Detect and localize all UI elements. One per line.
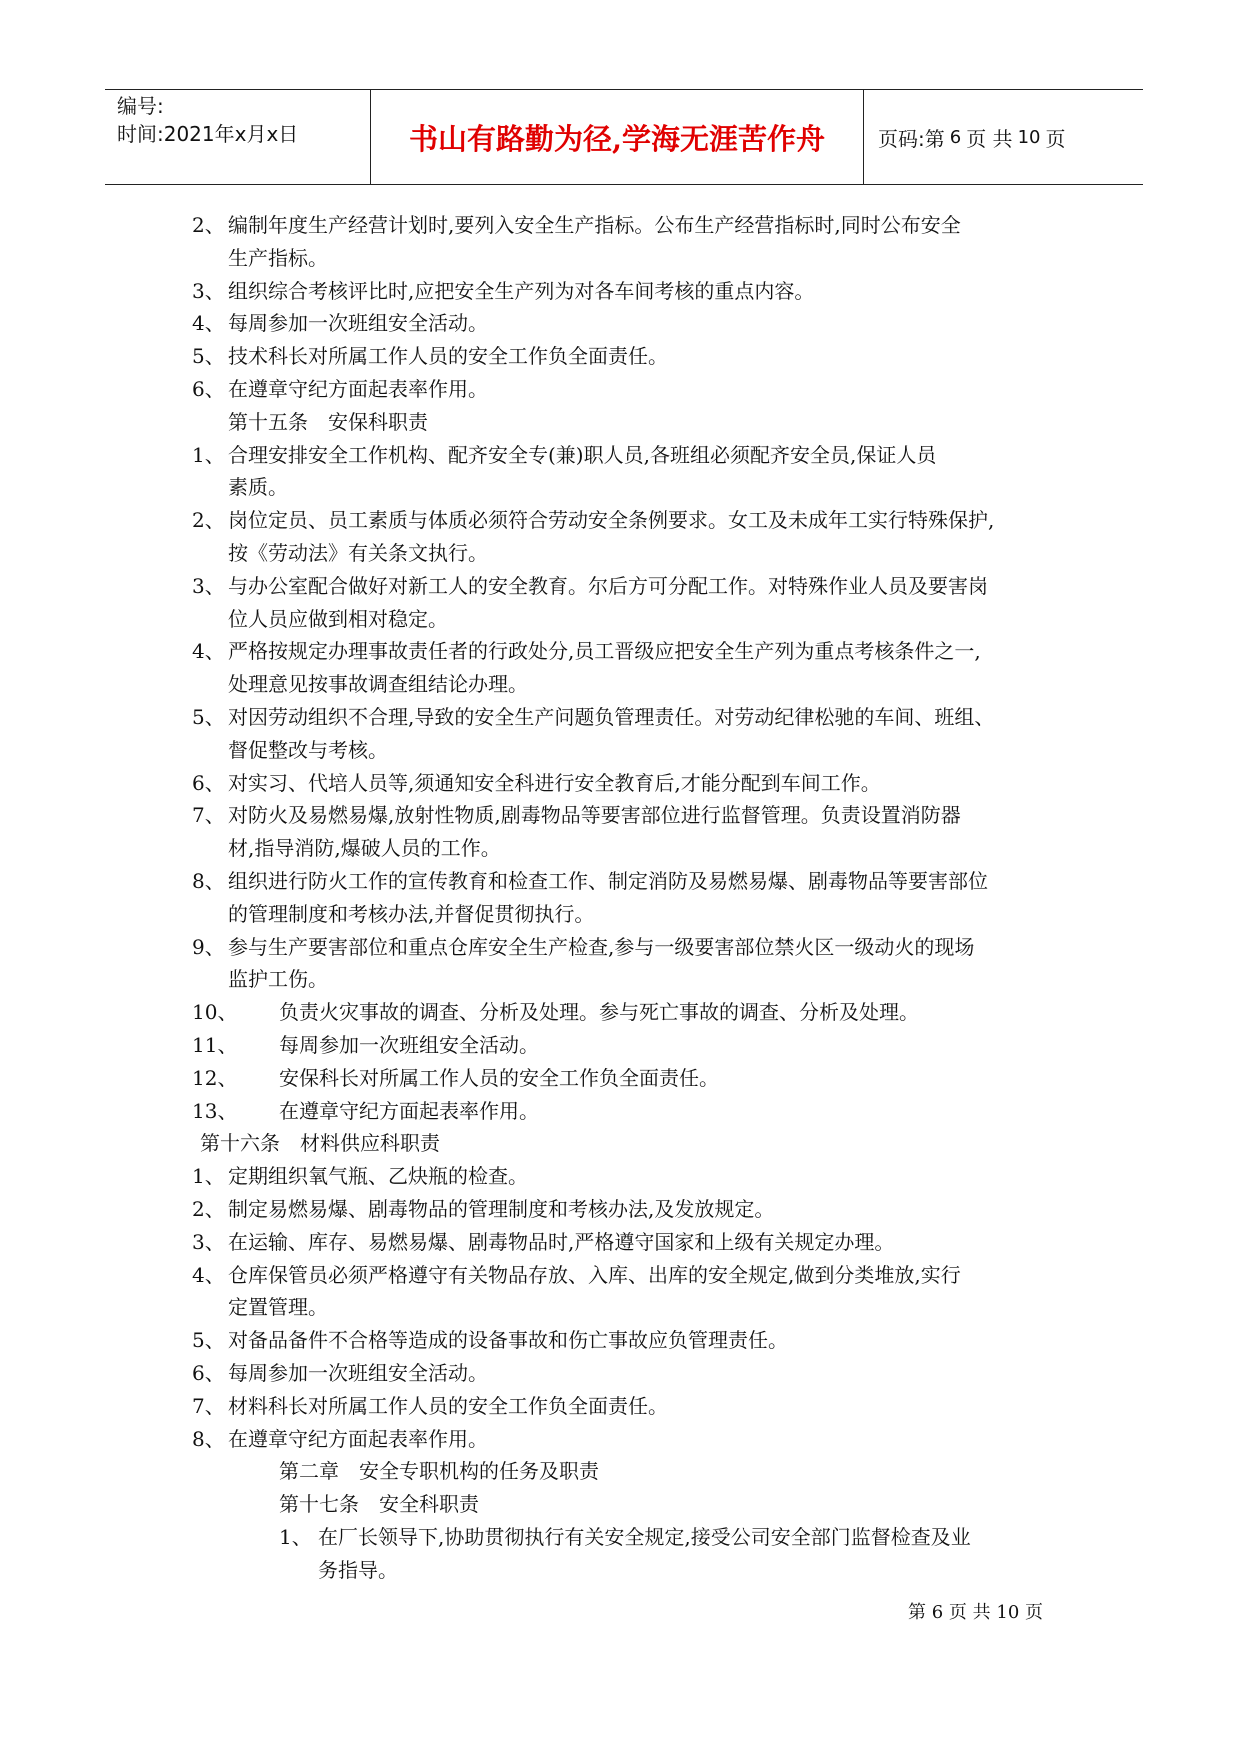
item-number: 12、 — [192, 1065, 238, 1090]
body-text-line: 处理意见按事故调查组结论办理。 — [228, 672, 528, 697]
item-number: 5、 — [192, 705, 225, 729]
item-number: 1、 — [192, 1164, 225, 1189]
item-number: 8、 — [192, 1426, 225, 1451]
body-text-line: 在遵章守纪方面起表率作用。 — [279, 1098, 539, 1123]
item-number: 2、 — [192, 213, 225, 237]
item-number: 4、 — [192, 639, 225, 664]
time-label: 时间:2021年x月x日 — [117, 122, 299, 146]
body-text-line: 仓库保管员必须严格遵守有关物品存放、入库、出库的安全规定,做到分类堆放,实行 — [228, 1262, 961, 1287]
body-text-line: 对备品备件不合格等造成的设备事故和伤亡事故应负管理责任。 — [228, 1328, 788, 1353]
body-text-line: 每周参加一次班组安全活动。 — [279, 1033, 539, 1057]
item-number: 3、 — [192, 573, 225, 598]
body-text-line: 材料科长对所属工作人员的安全工作负全面责任。 — [228, 1393, 668, 1418]
item-number: 7、 — [192, 1393, 225, 1418]
body-text-line: 生产指标。 — [228, 245, 328, 270]
item-number: 6、 — [192, 1361, 225, 1385]
body-text-line: 定置管理。 — [228, 1295, 328, 1320]
body-text-line: 编制年度生产经营计划时,要列入安全生产指标。公布生产经营指标时,同时公布安全 — [228, 213, 961, 237]
item-number: 3、 — [192, 278, 225, 303]
body-text-line: 对防火及易燃易爆,放射性物质,剧毒物品等要害部位进行监督管理。负责设置消防器 — [228, 803, 961, 828]
body-text-line: 定期组织氧气瓶、乙炔瓶的检查。 — [228, 1164, 528, 1189]
body-text-line: 在运输、库存、易燃易爆、剧毒物品时,严格遵守国家和上级有关规定办理。 — [228, 1229, 895, 1254]
item-number: 5、 — [192, 344, 225, 369]
item-number: 2、 — [192, 508, 225, 533]
body-text-line: 参与生产要害部位和重点仓库安全生产检查,参与一级要害部位禁火区一级动火的现场 — [228, 934, 975, 959]
body-text-line: 在遵章守纪方面起表率作用。 — [228, 1426, 488, 1451]
item-number: 4、 — [192, 311, 225, 336]
body-text-line: 第二章 安全专职机构的任务及职责 — [279, 1459, 599, 1484]
footer-suffix: 页 — [1025, 1602, 1044, 1623]
page-total: 10 — [1017, 126, 1041, 148]
item-number: 5、 — [192, 1328, 225, 1353]
body-text-line: 对实习、代培人员等,须通知安全科进行安全教育后,才能分配到车间工作。 — [228, 770, 881, 795]
body-text-line: 位人员应做到相对稳定。 — [228, 606, 448, 631]
body-text-line: 岗位定员、员工素质与体质必须符合劳动安全条例要求。女工及未成年工实行特殊保护, — [228, 508, 995, 533]
page-footer — [908, 1598, 1043, 1624]
body-text-line: 第十六条 材料供应科职责 — [200, 1131, 440, 1156]
body-text-line: 素质。 — [228, 475, 288, 500]
body-text-line: 在厂长领导下,协助贯彻执行有关安全规定,接受公司安全部门监督检查及业 — [318, 1525, 971, 1549]
footer-total: 10 — [996, 1602, 1020, 1623]
body-text-line: 每周参加一次班组安全活动。 — [228, 311, 488, 336]
item-number: 4、 — [192, 1262, 225, 1287]
body-text-line: 严格按规定办理事故责任者的行政处分,员工晋级应把安全生产列为重点考核条件之一, — [228, 639, 981, 664]
body-text-line: 合理安排安全工作机构、配齐安全专(兼)职人员,各班组必须配齐安全员,保证人员 — [228, 442, 937, 467]
item-number: 6、 — [192, 770, 225, 795]
footer-mid: 页 共 — [948, 1602, 991, 1623]
doc-number-label: 编号: — [117, 94, 164, 118]
body-text-line: 对因劳动组织不合理,导致的安全生产问题负管理责任。对劳动纪律松驰的车间、班组、 — [228, 705, 995, 729]
item-number: 8、 — [192, 869, 225, 893]
body-text-line: 在遵章守纪方面起表率作用。 — [228, 377, 488, 401]
item-number: 1、 — [279, 1525, 312, 1549]
page-label-suffix: 页 — [1045, 126, 1066, 151]
header-left-cell — [105, 90, 370, 184]
item-number: 10、 — [192, 1000, 238, 1025]
item-number: 11、 — [192, 1033, 238, 1057]
item-number: 2、 — [192, 1197, 225, 1221]
body-text-line: 组织综合考核评比时,应把安全生产列为对各车间考核的重点内容。 — [228, 278, 815, 303]
body-text-line: 技术科长对所属工作人员的安全工作负全面责任。 — [228, 344, 668, 369]
header-motto: 书山有路勤为径,学海无涯苦作舟 — [370, 90, 864, 184]
body-text-line: 安保科长对所属工作人员的安全工作负全面责任。 — [279, 1065, 719, 1090]
body-text-line: 与办公室配合做好对新工人的安全教育。尔后方可分配工作。对特殊作业人员及要害岗 — [228, 573, 988, 598]
page-header — [105, 89, 1143, 185]
header-page-info — [862, 90, 1143, 184]
body-text-line: 负责火灾事故的调查、分析及处理。参与死亡事故的调查、分析及处理。 — [279, 1000, 919, 1025]
body-text-line: 材,指导消防,爆破人员的工作。 — [228, 836, 501, 861]
body-text-line: 务指导。 — [318, 1557, 398, 1582]
item-number: 1、 — [192, 442, 225, 467]
body-text-line: 第十五条 安保科职责 — [228, 409, 428, 434]
footer-current: 6 — [931, 1602, 944, 1623]
body-text-line: 按《劳动法》有关条文执行。 — [228, 541, 488, 565]
page-label-mid: 页 共 — [966, 126, 1013, 151]
item-number: 7、 — [192, 803, 225, 828]
body-text-line: 制定易燃易爆、剧毒物品的管理制度和考核办法,及发放规定。 — [228, 1197, 775, 1221]
footer-prefix: 第 — [908, 1602, 926, 1623]
page-current: 6 — [949, 126, 962, 148]
body-text-line: 第十七条 安全科职责 — [279, 1492, 479, 1517]
item-number: 13、 — [192, 1098, 238, 1123]
item-number: 6、 — [192, 377, 225, 401]
item-number: 3、 — [192, 1229, 225, 1254]
body-text-line: 监护工伤。 — [228, 967, 328, 992]
item-number: 9、 — [192, 934, 225, 959]
body-text-line: 组织进行防火工作的宣传教育和检查工作、制定消防及易燃易爆、剧毒物品等要害部位 — [228, 869, 988, 893]
page-label-prefix: 页码:第 — [878, 126, 945, 151]
body-text-line: 督促整改与考核。 — [228, 737, 388, 762]
body-text-line: 的管理制度和考核办法,并督促贯彻执行。 — [228, 901, 595, 926]
body-text-line: 每周参加一次班组安全活动。 — [228, 1361, 488, 1385]
